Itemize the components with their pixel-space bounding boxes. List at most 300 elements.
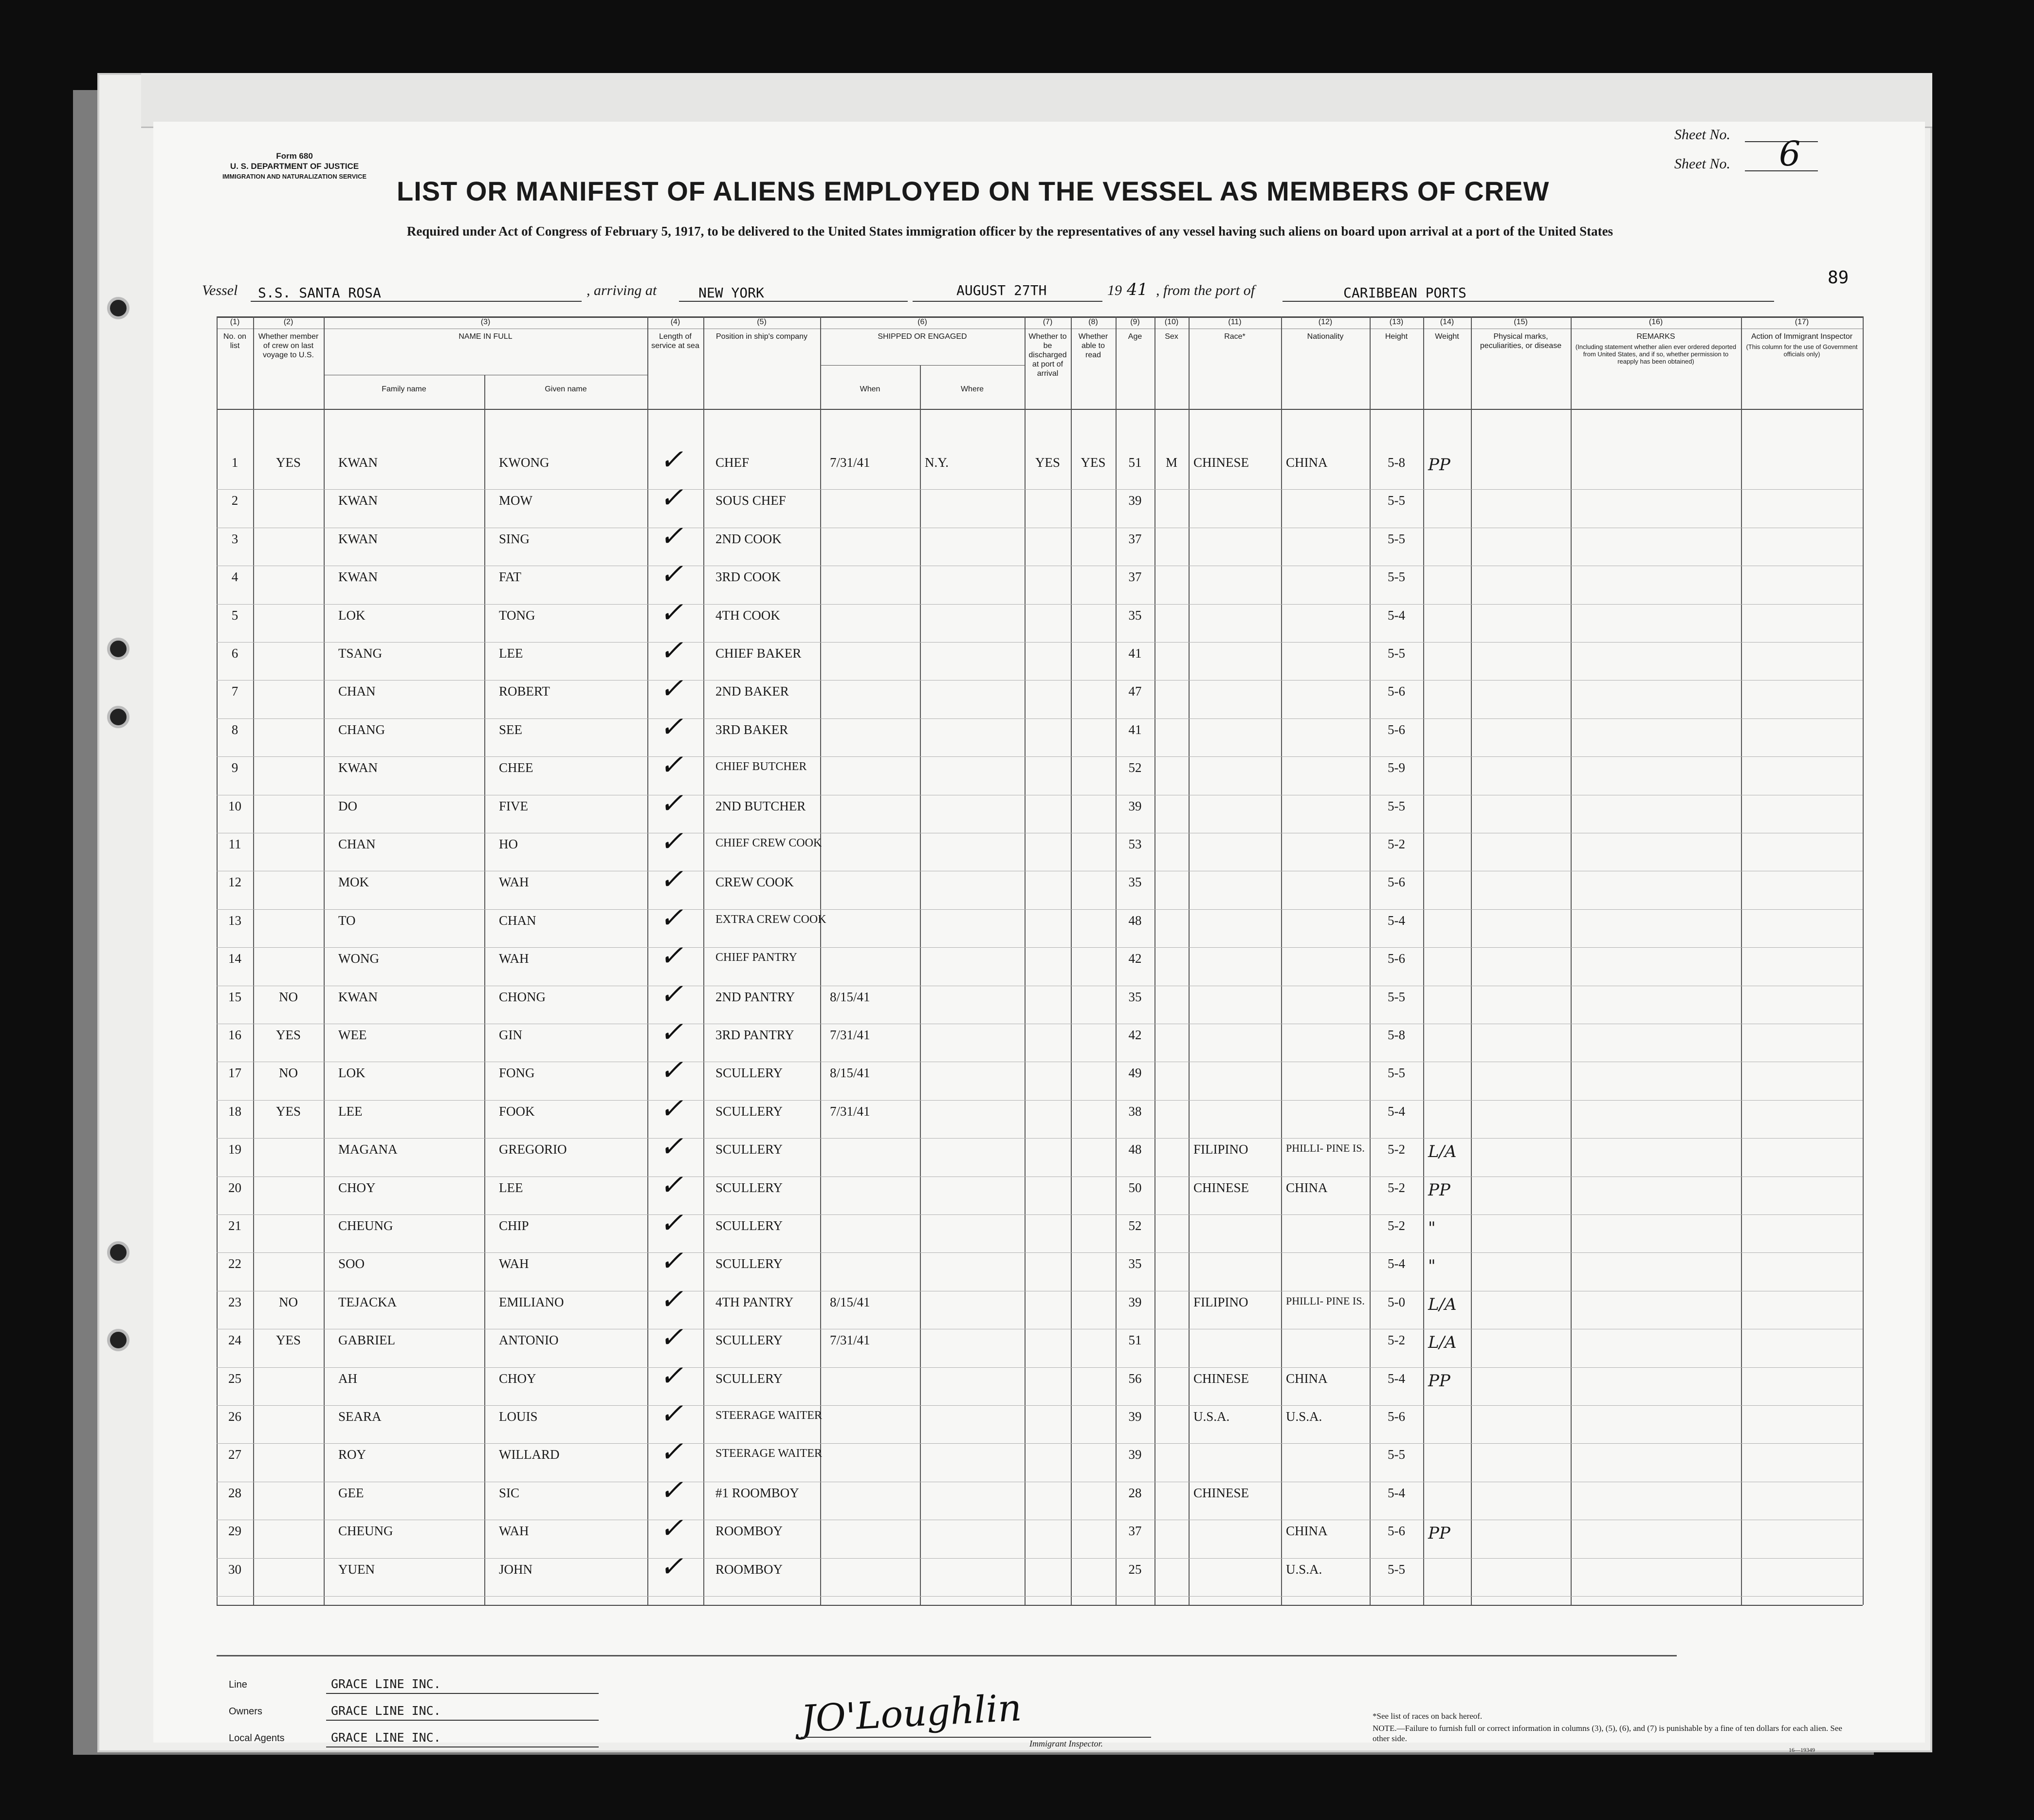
column-header-note: (This column for the use of Government officials only) <box>1746 343 1858 358</box>
column-header: Weight <box>1435 332 1459 341</box>
races-note: *See list of races on back hereof. <box>1373 1711 1483 1721</box>
cell-race: CHINESE <box>1193 1371 1249 1386</box>
cell-family: KWAN <box>338 989 378 1004</box>
department-name: U. S. DEPARTMENT OF JUSTICE <box>230 162 359 171</box>
cell-position: SCULLERY <box>715 1333 783 1348</box>
cell-no: 8 <box>231 722 238 737</box>
signature-underline <box>801 1737 1151 1738</box>
checkmark-icon: ✓ <box>660 1130 683 1163</box>
cell-no: 17 <box>228 1066 241 1081</box>
cell-nat: PHILLI- PINE IS. <box>1286 1142 1365 1155</box>
cell-height: 5-4 <box>1388 1371 1405 1386</box>
shipped-subheader-divider <box>820 365 1025 366</box>
cell-no: 11 <box>228 837 241 851</box>
cell-no: 30 <box>228 1562 241 1577</box>
cell-given: WAH <box>499 1524 529 1539</box>
cell-no: 19 <box>228 1142 241 1157</box>
cell-position: SCULLERY <box>715 1218 783 1233</box>
cell-height: 5-5 <box>1388 989 1405 1004</box>
cell-no: 7 <box>231 684 238 699</box>
cell-height: 5-4 <box>1388 913 1405 928</box>
row-rule <box>217 1214 1863 1215</box>
row-rule <box>217 756 1863 757</box>
document-title: LIST OR MANIFEST OF ALIENS EMPLOYED ON THE VESSEL AS MEMBERS OF CREW <box>397 176 1550 206</box>
cell-height: 5-5 <box>1388 1066 1405 1081</box>
cell-family: ROY <box>338 1447 366 1462</box>
cell-family: TEJACKA <box>338 1294 397 1309</box>
cell-height: 5-4 <box>1388 607 1405 623</box>
cell-age: 39 <box>1128 493 1142 508</box>
cell-family: KWAN <box>338 493 378 508</box>
cell-given: CHIP <box>499 1218 529 1233</box>
cell-age: 39 <box>1128 798 1142 813</box>
column-divider <box>1071 316 1072 1605</box>
vessel-underline <box>251 301 582 302</box>
footer-divider <box>217 1655 1677 1656</box>
cell-age: 47 <box>1128 684 1142 699</box>
column-header: Whether able to read <box>1078 332 1108 359</box>
cell-height: 5-5 <box>1388 1447 1405 1462</box>
cell-position: 3RD BAKER <box>715 722 788 737</box>
cell-given: KWONG <box>499 455 550 470</box>
cell-given: LEE <box>499 646 523 661</box>
cell-given: WAH <box>499 951 529 966</box>
cell-given: TONG <box>499 607 535 623</box>
header-bottom-border <box>217 409 1863 410</box>
cell-position: EXTRA CREW COOK <box>715 913 826 926</box>
cell-position: SCULLERY <box>715 1103 783 1119</box>
year-value: 41 <box>1127 280 1148 299</box>
cell-no: 27 <box>228 1447 241 1462</box>
checkmark-icon: ✓ <box>660 481 683 515</box>
cell-family: CHAN <box>338 837 376 851</box>
cell-no: 4 <box>231 570 238 585</box>
cell-prev: YES <box>275 455 301 470</box>
cell-age: 39 <box>1128 1409 1142 1424</box>
manifest-form <box>153 122 1925 1752</box>
column-number: (7) <box>1043 318 1053 326</box>
cell-height: 5-2 <box>1388 1180 1405 1195</box>
checkmark-icon: ✓ <box>660 786 683 820</box>
port-underline <box>1283 301 1774 302</box>
cell-age: 42 <box>1128 1028 1142 1042</box>
service-name: IMMIGRATION AND NATURALIZATION SERVICE <box>222 173 367 180</box>
cell-no: 16 <box>228 1028 241 1042</box>
cell-age: 35 <box>1128 1256 1142 1271</box>
column-divider <box>1471 316 1472 1605</box>
checkmark-icon: ✓ <box>660 519 683 552</box>
cell-family: KWAN <box>338 760 378 775</box>
cell-family: GABRIEL <box>338 1333 395 1348</box>
column-number: (8) <box>1088 318 1098 326</box>
column-subheader: When <box>860 385 880 393</box>
column-number: (16) <box>1649 318 1663 326</box>
cell-race: CHINESE <box>1193 1180 1249 1195</box>
owners-label: Owners <box>229 1706 262 1717</box>
cell-height: 5-2 <box>1388 1142 1405 1157</box>
cell-no: 2 <box>231 493 238 508</box>
checkmark-icon: ✓ <box>660 748 683 782</box>
cell-race: U.S.A. <box>1193 1409 1230 1424</box>
cell-family: CHAN <box>338 684 376 699</box>
column-number: (2) <box>283 318 293 326</box>
cell-prev: NO <box>279 1294 298 1309</box>
cell-no: 20 <box>228 1180 241 1195</box>
checkmark-icon: ✓ <box>660 825 683 858</box>
sheet-no-label-top: Sheet No. <box>1674 127 1730 143</box>
from-port-label: , from the port of <box>1156 282 1255 298</box>
column-header: Height <box>1385 332 1408 341</box>
row-rule <box>217 604 1863 605</box>
column-number: (11) <box>1228 318 1242 326</box>
column-divider <box>1741 316 1742 1605</box>
cell-position: CHIEF BAKER <box>715 646 802 661</box>
cell-no: 1 <box>231 455 238 470</box>
cell-no: 5 <box>231 607 238 623</box>
cell-family: CHEUNG <box>338 1218 393 1233</box>
cell-family: CHOY <box>338 1180 376 1195</box>
cell-position: SCULLERY <box>715 1066 783 1081</box>
cell-height: 5-8 <box>1388 1028 1405 1042</box>
cell-position: CHIEF CREW COOK <box>715 837 822 849</box>
column-divider <box>253 316 254 1605</box>
document-subtitle: Required under Act of Congress of February 5, 1917, to be delivered to the United States immigration officer by the representatives of any vessel having such aliens on board upon arrival at a port of the United States <box>406 224 1613 239</box>
cell-height: 5-6 <box>1388 875 1405 890</box>
checkmark-icon: ✓ <box>660 1435 683 1469</box>
column-divider <box>1281 316 1282 1605</box>
cell-given: EMILIANO <box>499 1294 564 1309</box>
checkmark-icon: ✓ <box>660 634 683 667</box>
cell-nat: CHINA <box>1286 455 1328 470</box>
cell-height: 5-5 <box>1388 531 1405 546</box>
cell-age: 35 <box>1128 989 1142 1004</box>
cell-given: CHAN <box>499 913 536 928</box>
stamp-number: 89 <box>1828 268 1849 288</box>
cell-position: #1 ROOMBOY <box>715 1485 799 1500</box>
column-header: Age <box>1128 332 1142 341</box>
cell-race: CHINESE <box>1193 1485 1249 1500</box>
cell-family: DO <box>338 798 357 813</box>
cell-given: LOUIS <box>499 1409 538 1424</box>
arriving-underline <box>679 301 908 302</box>
cell-age: 41 <box>1128 722 1142 737</box>
column-header: Action of Immigrant Inspector <box>1751 332 1853 341</box>
cell-position: CREW COOK <box>715 875 794 890</box>
sheet-no-label: Sheet No. <box>1674 156 1730 172</box>
cell-position: 2ND BUTCHER <box>715 798 806 813</box>
column-header: Position in ship's company <box>715 332 808 341</box>
cell-given: CHEE <box>499 760 533 775</box>
row-rule <box>217 1558 1863 1559</box>
cell-read: YES <box>1081 455 1106 470</box>
line-value: GRACE LINE INC. <box>331 1677 441 1691</box>
row-rule <box>217 1100 1863 1101</box>
checkmark-icon: ✓ <box>660 1511 683 1545</box>
column-divider <box>1189 316 1190 1605</box>
column-header: NAME IN FULL <box>458 332 513 341</box>
cell-position: CHEF <box>715 455 750 470</box>
sheet-number: 6 <box>1779 134 1801 174</box>
cell-age: 53 <box>1128 837 1142 851</box>
cell-height: 5-5 <box>1388 1562 1405 1577</box>
column-number: (17) <box>1795 318 1809 326</box>
cell-age: 50 <box>1128 1180 1142 1195</box>
row-rule <box>217 1596 1863 1597</box>
column-divider <box>1571 316 1572 1605</box>
cell-weight: L/A <box>1428 1294 1457 1314</box>
cell-race: FILIPINO <box>1193 1294 1248 1309</box>
cell-when: 7/31/41 <box>830 1103 870 1119</box>
cell-position: 2ND BAKER <box>715 684 789 699</box>
cell-given: FOOK <box>499 1103 535 1119</box>
row-rule <box>217 1443 1863 1444</box>
cell-position: 3RD COOK <box>715 570 781 585</box>
punch-hole <box>107 638 129 660</box>
row-rule <box>217 1138 1863 1139</box>
row-rule <box>217 642 1863 643</box>
cell-position: CHIEF PANTRY <box>715 951 797 964</box>
column-subheader: Where <box>960 385 984 393</box>
cell-position: 4TH COOK <box>715 607 780 623</box>
cell-height: 5-6 <box>1388 1409 1405 1424</box>
punch-hole <box>107 1241 129 1264</box>
cell-family: LEE <box>338 1103 363 1119</box>
punch-hole <box>107 297 129 319</box>
cell-no: 28 <box>228 1485 241 1500</box>
row-rule <box>217 1367 1863 1368</box>
cell-age: 49 <box>1128 1066 1142 1081</box>
cell-age: 52 <box>1128 1218 1142 1233</box>
cell-given: SIC <box>499 1485 520 1500</box>
cell-weight: PP <box>1428 455 1450 475</box>
column-divider <box>1025 316 1026 1605</box>
inspector-label: Immigrant Inspector. <box>1029 1739 1103 1748</box>
cell-no: 26 <box>228 1409 241 1424</box>
arriving-label: , arriving at <box>586 282 657 298</box>
agents-value: GRACE LINE INC. <box>331 1730 441 1745</box>
column-divider <box>1863 316 1864 1605</box>
column-number: (14) <box>1440 318 1454 326</box>
cell-no: 6 <box>231 646 238 661</box>
checkmark-icon: ✓ <box>660 939 683 973</box>
cell-age: 51 <box>1128 1333 1142 1348</box>
column-divider <box>647 316 648 1605</box>
cell-family: YUEN <box>338 1562 375 1577</box>
penalty-note: NOTE.—Failure to furnish full or correct information in columns (3), (5), (6), and (7) is punishable by a fine of ten dollars for each alien. See other side. <box>1373 1724 1842 1743</box>
cell-age: 39 <box>1128 1447 1142 1462</box>
shipped-subcolumn-divider <box>920 365 921 1605</box>
cell-age: 37 <box>1128 531 1142 546</box>
cell-prev: YES <box>275 1028 301 1042</box>
cell-when: 7/31/41 <box>830 1333 870 1348</box>
column-number: (12) <box>1318 318 1333 326</box>
cell-position: SCULLERY <box>715 1371 783 1386</box>
cell-age: 38 <box>1128 1103 1142 1119</box>
cell-given: LEE <box>499 1180 523 1195</box>
cell-height: 5-9 <box>1388 760 1405 775</box>
column-header: Sex <box>1165 332 1178 341</box>
checkmark-icon: ✓ <box>660 672 683 705</box>
cell-given: WILLARD <box>499 1447 560 1462</box>
cell-age: 48 <box>1128 1142 1142 1157</box>
row-rule <box>217 909 1863 910</box>
cell-age: 48 <box>1128 913 1142 928</box>
cell-when: 7/31/41 <box>830 455 870 470</box>
cell-when: 7/31/41 <box>830 1028 870 1042</box>
cell-given: FONG <box>499 1066 535 1081</box>
cell-height: 5-6 <box>1388 1524 1405 1539</box>
cell-age: 25 <box>1128 1562 1142 1577</box>
cell-age: 51 <box>1128 455 1142 470</box>
cell-when: 8/15/41 <box>830 1066 870 1081</box>
column-header: SHIPPED OR ENGAGED <box>878 332 967 341</box>
cell-position: 4TH PANTRY <box>715 1294 794 1309</box>
cell-no: 18 <box>228 1103 241 1119</box>
cell-height: 5-6 <box>1388 722 1405 737</box>
line-label: Line <box>229 1679 247 1690</box>
cell-no: 12 <box>228 875 241 890</box>
cell-no: 29 <box>228 1524 241 1539</box>
line-underline <box>326 1693 599 1694</box>
cell-no: 23 <box>228 1294 241 1309</box>
cell-no: 25 <box>228 1371 241 1386</box>
cell-when: 8/15/41 <box>830 989 870 1004</box>
checkmark-icon: ✓ <box>660 557 683 591</box>
checkmark-icon: ✓ <box>660 901 683 934</box>
print-code: 16—19349 <box>1789 1746 1815 1752</box>
cell-height: 5-2 <box>1388 1218 1405 1233</box>
column-number: (4) <box>670 318 680 326</box>
column-divider <box>703 316 704 1605</box>
column-header: REMARKS <box>1636 332 1675 341</box>
cell-position: 2ND COOK <box>715 531 782 546</box>
cell-nat: CHINA <box>1286 1524 1328 1539</box>
cell-weight: L/A <box>1428 1142 1457 1162</box>
cell-given: MOW <box>499 493 532 508</box>
owners-underline <box>326 1720 599 1721</box>
column-header-note: (Including statement whether alien ever ordered deported from United States, and if so, whether permission to reapply has been obtained) <box>1575 343 1737 365</box>
checkmark-icon: ✓ <box>660 595 683 629</box>
cell-position: SCULLERY <box>715 1256 783 1271</box>
cell-position: SOUS CHEF <box>715 493 786 508</box>
cell-position: SCULLERY <box>715 1180 783 1195</box>
checkmark-icon: ✓ <box>660 1549 683 1583</box>
cell-given: FIVE <box>499 798 528 813</box>
cell-family: TO <box>338 913 356 928</box>
punch-hole <box>107 706 129 728</box>
cell-age: 37 <box>1128 1524 1142 1539</box>
cell-family: KWAN <box>338 570 378 585</box>
cell-prev: NO <box>279 1066 298 1081</box>
cell-position: ROOMBOY <box>715 1524 783 1539</box>
cell-weight: PP <box>1428 1524 1450 1544</box>
cell-family: MOK <box>338 875 369 890</box>
cell-no: 15 <box>228 989 241 1004</box>
arriving-value: NEW YORK <box>698 285 764 301</box>
cell-given: HO <box>499 837 518 851</box>
column-number: (5) <box>757 318 767 326</box>
cell-family: GEE <box>338 1485 364 1500</box>
cell-family: SEARA <box>338 1409 382 1424</box>
checkmark-icon: ✓ <box>660 1359 683 1392</box>
port-value: CARIBBEAN PORTS <box>1343 285 1466 301</box>
name-subcolumn-divider <box>484 375 485 1605</box>
cell-position: STEERAGE WAITER <box>715 1447 822 1460</box>
manifest-page <box>97 73 1932 1752</box>
column-number: (13) <box>1389 318 1404 326</box>
cell-family: LOK <box>338 1066 366 1081</box>
checkmark-icon: ✓ <box>660 1321 683 1354</box>
cell-height: 5-4 <box>1388 1103 1405 1119</box>
cell-prev: YES <box>275 1103 301 1119</box>
cell-family: AH <box>338 1371 357 1386</box>
cell-nat: U.S.A. <box>1286 1562 1322 1577</box>
form-identifier <box>221 151 367 182</box>
year-prefix: 19 <box>1107 282 1122 298</box>
form-number: Form 680 <box>276 151 313 161</box>
cell-when: 8/15/41 <box>830 1294 870 1309</box>
column-number: (10) <box>1164 318 1179 326</box>
cell-race: CHINESE <box>1193 455 1249 470</box>
cell-no: 9 <box>231 760 238 775</box>
cell-family: WEE <box>338 1028 367 1042</box>
checkmark-icon: ✓ <box>660 1168 683 1201</box>
cell-age: 56 <box>1128 1371 1142 1386</box>
cell-height: 5-5 <box>1388 570 1405 585</box>
arrival-date: AUGUST 27TH <box>956 282 1047 298</box>
cell-given: SEE <box>499 722 523 737</box>
column-header: No. on list <box>223 332 247 350</box>
cell-position: CHIEF BUTCHER <box>715 760 807 773</box>
cell-race: FILIPINO <box>1193 1142 1248 1157</box>
column-divider <box>324 316 325 1605</box>
cell-no: 24 <box>228 1333 241 1348</box>
cell-given: GIN <box>499 1028 522 1042</box>
cell-no: 13 <box>228 913 241 928</box>
checkmark-icon: ✓ <box>660 443 683 476</box>
cell-age: 41 <box>1128 646 1142 661</box>
table-bottom-border <box>217 1605 1863 1606</box>
cell-no: 10 <box>228 798 241 813</box>
cell-family: KWAN <box>338 531 378 546</box>
vessel-label: Vessel <box>202 282 238 298</box>
checkmark-icon: ✓ <box>660 1053 683 1087</box>
cell-height: 5-6 <box>1388 951 1405 966</box>
cell-nat: CHINA <box>1286 1371 1328 1386</box>
cell-family: LOK <box>338 607 366 623</box>
checkmark-icon: ✓ <box>660 1206 683 1239</box>
cell-age: 42 <box>1128 951 1142 966</box>
cell-height: 5-5 <box>1388 798 1405 813</box>
column-subheader: Family name <box>382 385 426 393</box>
row-rule <box>217 718 1863 719</box>
column-number: (9) <box>1130 318 1140 326</box>
cell-height: 5-4 <box>1388 1485 1405 1500</box>
cell-prev: YES <box>275 1333 301 1348</box>
cell-weight: PP <box>1428 1180 1450 1200</box>
cell-family: KWAN <box>338 455 378 470</box>
cell-nat: U.S.A. <box>1286 1409 1322 1424</box>
checkmark-icon: ✓ <box>660 1473 683 1507</box>
checkmark-icon: ✓ <box>660 1244 683 1278</box>
column-number: (1) <box>230 318 240 326</box>
cell-position: SCULLERY <box>715 1142 783 1157</box>
column-divider <box>1154 316 1155 1605</box>
cell-nat: CHINA <box>1286 1180 1328 1195</box>
column-header: Whether member of crew on last voyage to U.S. <box>258 332 319 359</box>
cell-height: 5-8 <box>1388 455 1405 470</box>
date-underline <box>913 301 1102 302</box>
